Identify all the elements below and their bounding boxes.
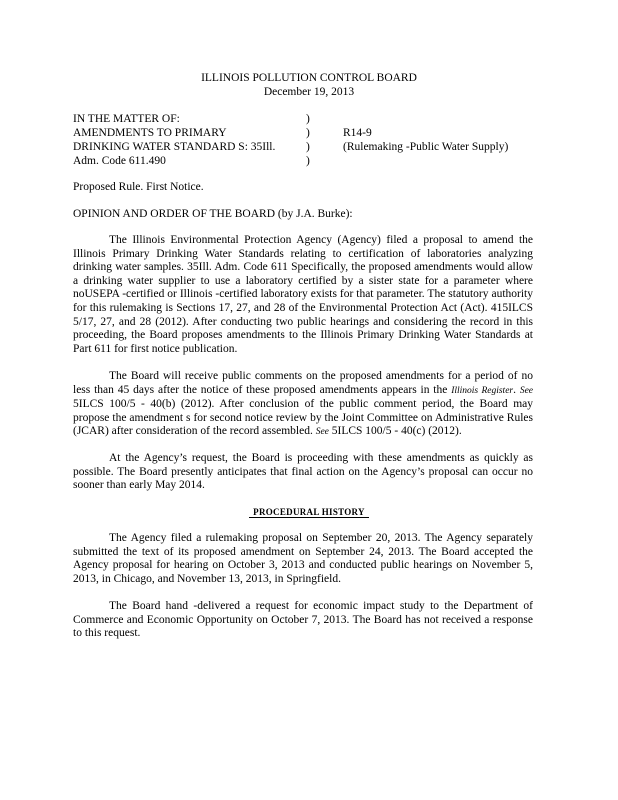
see-signal: See bbox=[519, 385, 534, 396]
paragraph-text: 5ILCS 100/5 - 40(b) (2012). After conclusion of the public comment period, the Board may propose the amendment s for second notice review by the Joint Committee on Administrative Rules (JCAR) after consideration of the record assembled. bbox=[73, 398, 533, 438]
notice-line: Proposed Rule. First Notice. bbox=[73, 181, 204, 193]
caption-line: IN THE MATTER OF: bbox=[73, 113, 180, 125]
caption-parens bbox=[306, 113, 316, 169]
opinion-title: OPINION AND ORDER OF THE BOARD (by J.A. Burke): bbox=[73, 208, 353, 220]
paragraph-text: At the Agency’s request, the Board is proceeding with these amendments as quickly as possible. The Board presently anticipates that final action on the Agency’s proposal can occur no sooner than early May 2014. bbox=[73, 452, 533, 492]
rulemaking-type: (Rulemaking -Public Water Supply) bbox=[343, 141, 509, 153]
see-signal: See bbox=[315, 427, 329, 438]
paragraph-text: 5ILCS 100/5 - 40(c) (2012). bbox=[328, 425, 462, 438]
paragraph-economic bbox=[73, 600, 533, 641]
case-caption bbox=[73, 113, 543, 169]
paragraph-text: The Illinois Environmental Protection Agency (Agency) filed a proposal to amend the Illinois Primary Drinking Water Standards relating to certification of laboratories analyzing drinking water samples. 35Ill. Adm. Code 611 Specifically, the proposed amendments would allow a drinking water supplier to use a laboratory certified by a sister state for a parameter where noUSEPA -certified or Illinois -certified laboratory exists for that parameter. The statutory authority for this rulemaking is Sections 17, 27, and 28 of the Environmental Protection Act (Act). 415ILCS 5/17, 27, and 28 (2012). After conducting two public hearings and considering the record in this proceeding, the Board proposes amendments to the Illinois Primary Drinking Water Standards at Part 611 for first notice publication. bbox=[73, 234, 533, 355]
paragraph-text: The Agency filed a rulemaking proposal on September 20, 2013. The Agency separately submitted the text of its proposed amendment on September 24, 2013. The Board accepted the Agency proposal for hearing on October 3, 2013 and conducted public hearings on November 5, 2013, in Chicago, and November 13, 2013, in Springfield. bbox=[73, 532, 533, 585]
caption-line: DRINKING WATER STANDARD S: 35Ill. bbox=[73, 141, 276, 153]
caption-line: Adm. Code 611.490 bbox=[73, 155, 166, 167]
paren: ) bbox=[306, 141, 310, 153]
paragraph-intro bbox=[73, 234, 533, 356]
board-name: ILLINOIS POLLUTION CONTROL BOARD bbox=[201, 72, 417, 84]
paragraph-history bbox=[73, 532, 533, 586]
paren: ) bbox=[306, 155, 310, 167]
paragraph-comments: The Board will receive public comments on the proposed amendments for a period of no less than 45 days after the notice of these proposed amendments appears in the Illinois Register. See 5ILCS 100/5 - 40(b) (2012). After conclusion of the public comment period, the Board may propose the amendment s for second notice review by the Joint Committee on Administrative Rules (JCAR) after consideration of the record assembled. See 5ILCS 100/5 - 40(c) (2012). bbox=[73, 370, 534, 438]
caption-line: AMENDMENTS TO PRIMARY bbox=[73, 127, 227, 139]
order-date: December 19, 2013 bbox=[263, 86, 355, 98]
paragraph-text: The Board will receive public comments on the proposed amendments for a period of no less than 45 days after the notice of these proposed amendments appears in the bbox=[73, 370, 533, 396]
caption-docket bbox=[343, 113, 543, 155]
caption-title bbox=[73, 113, 303, 169]
paragraph-schedule bbox=[73, 452, 533, 493]
docket-number: R14-9 bbox=[343, 127, 372, 139]
paragraph-text: The Board hand -delivered a request for economic impact study to the Department of Commerce and Economic Opportunity on October 7, 2013. The Board has not received a response to this request. bbox=[73, 600, 533, 640]
paren: ) bbox=[306, 113, 310, 125]
section-heading bbox=[0, 506, 618, 520]
register-citation: Illinois Register bbox=[451, 385, 514, 396]
paren: ) bbox=[306, 127, 310, 139]
section-heading-text: PROCEDURAL HISTORY bbox=[249, 507, 369, 518]
